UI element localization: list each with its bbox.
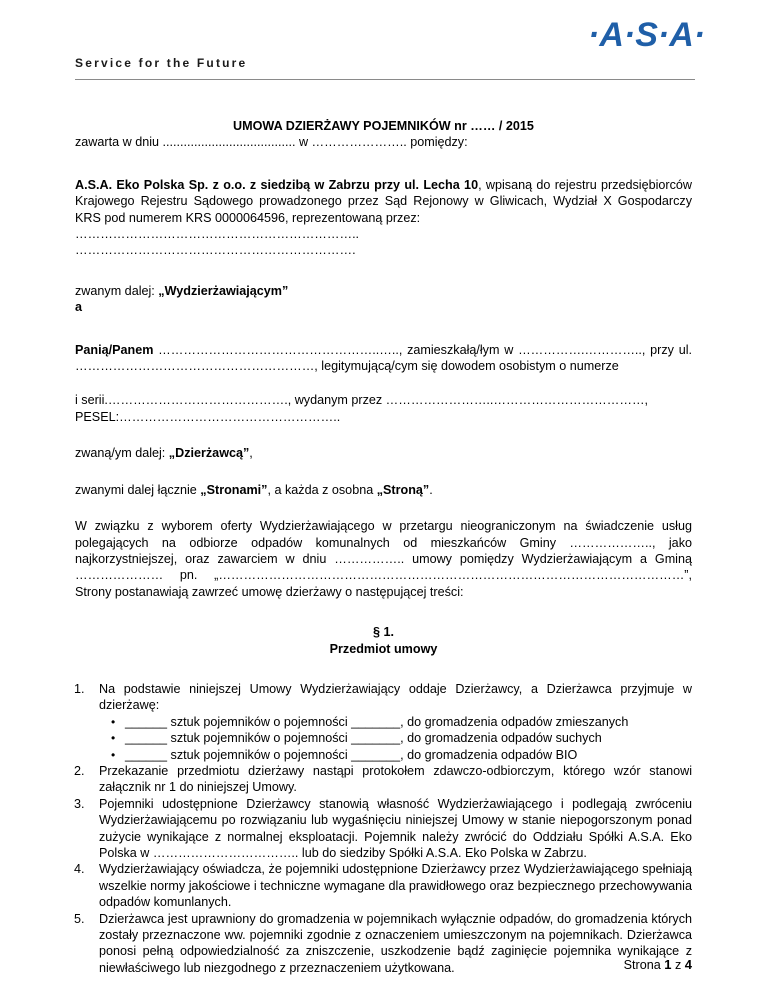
lessor-term: „Wydzierżawiającym” [158,283,289,298]
called-lessor [75,283,692,299]
section-number: § 1. [372,625,394,640]
item-number: 2. [74,763,85,778]
document-title: UMOWA DZIERŻAWY POJEMNIKÓW nr …… / 2015 [233,119,534,133]
item-number: 5. [74,911,85,926]
page-label: Strona [623,958,661,972]
item-text: Dzierżawca jest uprawniony do gromadzenia w pojemnikach wyłącznie odpadów, do gromadzenia których zostały przeznaczone ww. pojemniki zgodnie z oznaczeniem umieszczonym na pojemnikach. Dzierżawca ponosi pełną odpowiedzialność za zniszczenie, uszkodzenie bądź zaginięcie pojemnika wynikające z niewłaściwego lub niezgodnego z przeznaczeniem użytkowana. [99,911,692,975]
bullet-item [111,714,692,730]
called-lessee-suffix: , [249,446,253,461]
item-text: Na podstawie niniejszej Umowy Wydzierżawiający oddaje Dzierżawcy, a Dzierżawca przyjmuje w dzierżawę: [99,681,692,713]
bullet-icon: • [111,714,116,729]
bullet-text: ______ sztuk pojemników o pojemności _______, do gromadzenia odpadów suchych [125,731,602,746]
item-text: Przekazanie przedmiotu dzierżawy nastąpi protokołem zdawczo-odbiorczym, którego wzór stanowi załącznik nr 1 do niniejszej Umowy. [99,763,692,795]
bullet-icon: • [111,747,116,762]
container-bullets [99,714,692,763]
list-item [75,911,692,977]
tagline: Service for the Future [75,56,248,70]
parties-term: „Stronami” [200,482,268,497]
list-item [75,861,692,910]
jointly-text-1: zwanymi dalej łącznie [75,482,201,497]
party1-paragraph [75,177,692,226]
conjunction [75,299,692,315]
pesel-line: PESEL:…………………………………………….. [75,409,341,424]
list-item [75,681,692,763]
bullet-text: ______ sztuk pojemników o pojemności _______, do gromadzenia odpadów BIO [125,747,578,762]
party2-paragraph [75,342,692,375]
header-divider [75,79,695,80]
page-indicator [624,957,692,972]
party2-details: ……………………………………………..….., zamieszkałą/łym w …………….………….., przy ul. …………………………………………………, legitymującą/cym się dowodem osobistym o numerze [75,342,692,374]
id-series-line: i serii.……………………………………., wydanym przez ……………………..………………………………, [75,393,649,408]
context-paragraph: W związku z wyborem oferty Wydzierżawiającego w przetargu nieograniczonym na świadczenie usług polegających na odbiorze odpadów komunalnych od mieszkańców Gminy ……………….., jako najkorzystniejszej, oraz zawarciem w dniu …………….. umowy pomiędzy Wydzierżawiającym a Gminą ………………… pn. „…………………………………………………………………………………………………”, Strony postanawiają zawrzeć umowę dzierżawy o następującej treści: [75,519,692,599]
clauses-list [75,681,692,976]
called-lessor-prefix: zwanym dalej: [75,283,159,298]
item-text: Pojemniki udostępnione Dzierżawcy stanowią własność Wydzierżawiającego i podlegają zwróceniu Wydzierżawiającemu po rozwiązaniu lub wygaśnięciu niniejszej Umowy w stanie niepogorszonym ponad zużycie wynikające z normalnej eksploatacji. Pojemnik należy zwrócić do Oddziału Spółki A.S.A. Eko Polska w …………………………….. lub do siedziby Spółki A.S.A. Eko Polska w Zabrzu. [99,796,692,860]
representative-dots-1: ………………………………………………………….. [75,227,360,242]
bullet-item [111,730,692,746]
page-sep: z [674,958,682,972]
bullet-item [111,747,692,763]
lessee-term: „Dzierżawcą” [168,446,250,461]
list-item [75,796,692,862]
item-text: Wydzierżawiający oświadcza, że pojemniki udostępnione Dzierżawcy przez Wydzierżawiającego spełniają wszelkie normy jakościowe i techniczne wymagane dla prawidłowego oraz bezpiecznego przechowywania odpadów komunlanych. [99,862,692,910]
item-number: 1. [74,681,85,696]
section-title: Przedmiot umowy [329,641,438,656]
page-total: 4 [684,957,692,972]
concluded-line: zawarta w dniu ...................................... w ………………….. pomiędzy: [75,135,468,150]
party-term: „Stroną” [376,482,430,497]
asa-logo [588,14,720,54]
item-number: 4. [74,862,85,877]
jointly-text-2: , a każda z osobna [267,482,377,497]
conjunction-a: a [75,300,83,315]
called-lessee-prefix: zwaną/ym dalej: [75,446,169,461]
bullet-icon: • [111,731,116,746]
representative-dots-2: …………………………………………………………. [75,243,356,258]
page-number: 1 [664,957,672,972]
party2-name: Panią/Panem [75,342,154,357]
jointly-line [75,482,692,498]
jointly-text-3: . [429,482,433,497]
party1-name: A.S.A. Eko Polska Sp. z o.o. z siedzibą w Zabrzu przy ul. Lecha 10 [75,177,479,192]
logo-text: ·A·S·A· [588,16,706,54]
party1-details: , wpisaną do rejestru przedsiębiorców Krajowego Rejestru Sądowego prowadzonego przez Sąd Rejonowy w Gliwicach, Wydział X Gospodarczy KRS pod numerem KRS 0000064596, reprezentowaną przez: [75,177,692,225]
item-number: 3. [74,796,85,811]
list-item [75,763,692,796]
called-lessee [75,445,692,461]
bullet-text: ______ sztuk pojemników o pojemności _______, do gromadzenia odpadów zmieszanych [125,714,629,729]
document-body [75,118,692,976]
